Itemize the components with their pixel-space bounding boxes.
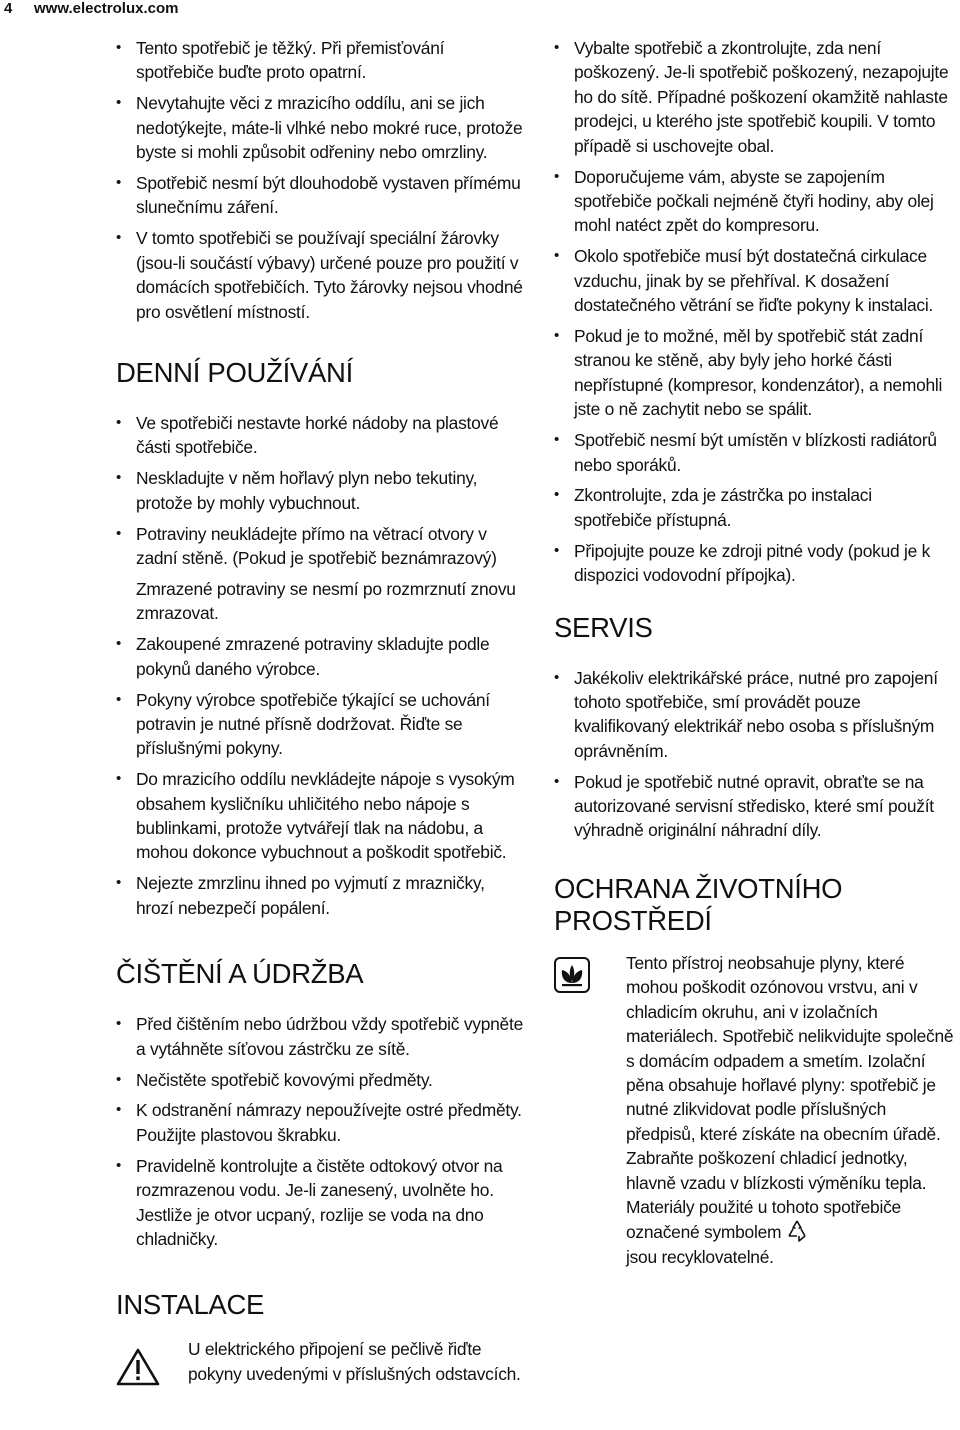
- recycle-icon: [785, 1219, 809, 1243]
- servis-list: [554, 666, 954, 843]
- list-item: • Potraviny neukládejte přímo na větrací otvory v zadní stěně. (Pokud je spotřebič beznámrazový): [116, 522, 526, 571]
- list-item: • Pravidelně kontrolujte a čistěte odtokový otvor na rozmrazenou vodu. Je-li zanesený, uvolněte ho. Jestliže je otvor ucpaný, rozlije se voda na dno chladničky.: [116, 1154, 526, 1252]
- list-item: • Tento spotřebič je těžký. Při přemisťování spotřebiče buďte proto opatrní.: [116, 36, 526, 85]
- list-item: • Doporučujeme vám, abyste se zapojením spotřebiče počkali nejméně čtyři hodiny, aby olej mohl natéct zpět do kompresoru.: [554, 165, 954, 238]
- list-item: • V tomto spotřebiči se používají speciální žárovky (jsou-li součástí výbavy) určené pouze pro použití v domácích spotřebičích. Tyto žárovky nejsou vhodné pro osvětlení místností.: [116, 226, 526, 324]
- section-title-ochrana: OCHRANA ŽIVOTNÍHO PROSTŘEDÍ: [554, 872, 843, 936]
- list-item: • Spotřebič nesmí být dlouhodobě vystaven přímému slunečnímu záření.: [116, 171, 526, 220]
- list-item: • Před čištěním nebo údržbou vždy spotřebič vypněte a vytáhněte síťovou zástrčku ze sítě.: [116, 1012, 526, 1061]
- right-column: [554, 36, 954, 1269]
- page-number: 4: [4, 0, 13, 17]
- environment-block: [554, 951, 954, 1269]
- section-title-servis: SERVIS: [554, 611, 653, 643]
- environment-text-body: Tento přístroj neobsahuje plyny, které mohou poškodit ozónovou vrstvu, ani v chladicím okruhu, ani v izolačních materiálech. Spotřebič nelikvidujte společně s domácím odpadem a smetím. Izolační pěna obsahuje hořlavé plyny: spotřebič je nutné zlikvidovat podle příslušných předpisů, které získáte na obecním úřadě. Zabraňte poškození chladicí jednotky, hlavně vzadu v blízkosti výměníku tepla. Materiály použité u tohoto spotřebiče označené symbolem: [626, 952, 954, 1243]
- list-item: • Pokud je spotřebič nutné opravit, obraťte se na autorizované servisní středisko, které smí použít výhradně originální náhradní díly.: [554, 770, 954, 843]
- denni-list: [116, 411, 526, 920]
- website-url: www.electrolux.com: [34, 0, 179, 17]
- list-item: • Spotřebič nesmí být umístěn v blízkosti radiátorů nebo sporáků.: [554, 428, 954, 477]
- warning-triangle-icon: [116, 1347, 160, 1387]
- list-item: • Nejezte zmrzlinu ihned po vyjmutí z mrazničky, hrozí nebezpečí popálení.: [116, 871, 526, 920]
- environment-text-end: jsou recyklovatelné.: [626, 1246, 774, 1267]
- environment-text: [626, 951, 954, 1269]
- list-item: • Do mrazicího oddílu nevkládejte nápoje s vysokým obsahem kysličníku uhličitého nebo nápoje s bublinkami, protože vytvářejí tlak na nádobu, a mohou dokonce vybuchnout a poškodit spotřebič.: [116, 767, 526, 865]
- warning-text: U elektrického připojení se pečlivě řiďte pokyny uvedenými v příslušných odstavcích.: [188, 1339, 521, 1384]
- list-item: • Okolo spotřebiče musí být dostatečná cirkulace vzduchu, jinak by se přehříval. K dosažení dostatečného větrání se řiďte pokyny k instalaci.: [554, 244, 954, 317]
- list-item: • Pokud je to možné, měl by spotřebič stát zadní stranou ke stěně, aby byly jeho horké části nepřístupné (kompresor, kondenzátor), a nemohli jste o ně zachytit nebo se spálit.: [554, 324, 954, 422]
- list-item: • Jakékoliv elektrikářské práce, nutné pro zapojení tohoto spotřebiče, smí provádět pouze kvalifikovaný elektrikář nebo osoba s příslušným oprávněním.: [554, 666, 954, 764]
- section-title-cisteni: ČIŠTĚNÍ A ÚDRŽBA: [116, 958, 364, 990]
- list-item: • K odstranění námrazy nepoužívejte ostré předměty. Použijte plastovou škrabku.: [116, 1098, 526, 1147]
- list-item: • Připojujte pouze ke zdroji pitné vody (pokud je k dispozici vodovodní přípojka).: [554, 539, 954, 588]
- instalace-list: [554, 36, 954, 588]
- left-column: [116, 36, 526, 1386]
- list-item: • Zakoupené zmrazené potraviny skladujte podle pokynů daného výrobce.: [116, 632, 526, 681]
- environment-icon: [554, 957, 590, 993]
- list-item: • Zkontrolujte, zda je zástrčka po instalaci spotřebiče přístupná.: [554, 483, 954, 532]
- cisteni-list: [116, 1012, 526, 1251]
- list-item: • Pokyny výrobce spotřebiče týkající se uchování potravin je nutné přísně dodržovat. Řiďte se příslušnými pokyny.: [116, 688, 526, 761]
- list-item: • Nečistěte spotřebič kovovými předměty.: [116, 1068, 526, 1092]
- list-item: • Ve spotřebiči nestavte horké nádoby na plastové části spotřebiče.: [116, 411, 526, 460]
- list-item: • Neskladujte v něm hořlavý plyn nebo tekutiny, protože by mohly vybuchnout.: [116, 466, 526, 515]
- intro-list: [116, 36, 526, 324]
- section-title-denni-pouzivani: DENNÍ POUŽÍVÁNÍ: [116, 356, 353, 388]
- list-item-continued: Zmrazené potraviny se nesmí po rozmrznutí znovu zmrazovat.: [136, 578, 516, 624]
- list-item: • Vybalte spotřebič a zkontrolujte, zda není poškozený. Je-li spotřebič poškozený, nezapojujte ho do sítě. Případné poškození okamžitě nahlaste prodejci, u kterého jste spotřebič koupili. V tomto případě si uschovejte obal.: [554, 36, 954, 158]
- page-header: [4, 0, 179, 20]
- section-title-instalace: INSTALACE: [116, 1289, 265, 1321]
- warning-block: [116, 1337, 526, 1386]
- list-item: • Nevytahujte věci z mrazicího oddílu, ani se jich nedotýkejte, máte-li vlhké nebo mokré ruce, protože byste si mohli způsobit odřeniny nebo omrzliny.: [116, 91, 526, 164]
